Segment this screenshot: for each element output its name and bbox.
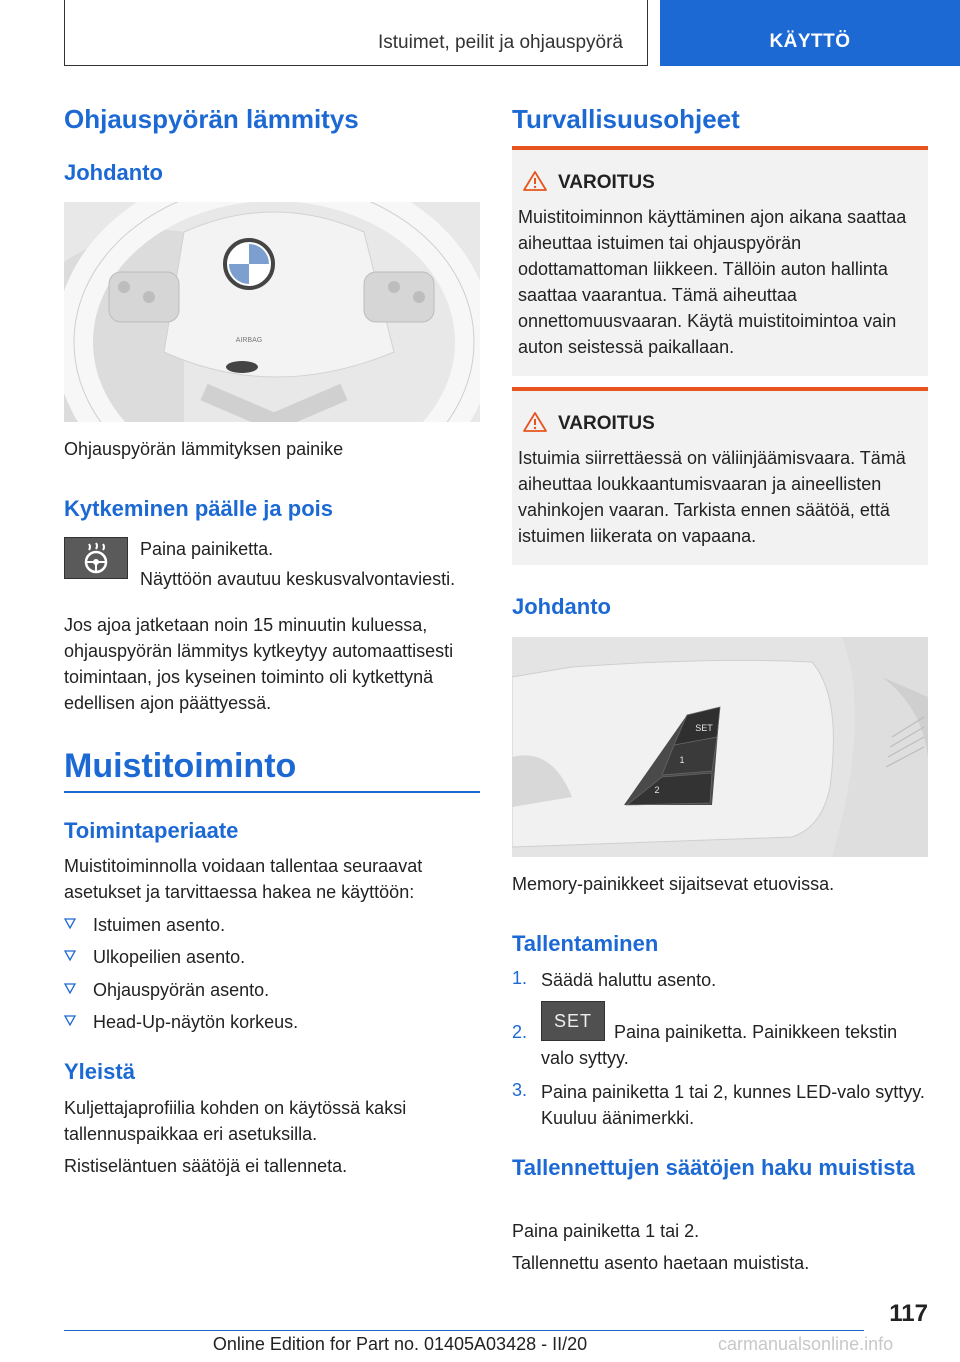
subheading-recall: Tallennettujen säätöjen haku muistista [512,1155,916,1180]
list-item-text: Head-Up-näytön korkeus. [93,1012,299,1032]
paragraph-lumbar: Ristiseläntuen säätöjä ei tallenneta. [64,1156,348,1176]
memory-buttons-image [512,637,928,857]
step-number: 3. [512,1080,528,1100]
paragraph-press-recall: Paina painiketta 1 tai 2. [512,1221,700,1241]
steering-heating-button[interactable] [64,537,128,579]
step-press-button: Paina painiketta. [140,539,274,559]
warning-triangle-icon [522,170,548,192]
footer-edition: Online Edition for Part no. 01405A03428 - II/20 [212,1334,588,1354]
steering-wheel-illustration [64,202,480,422]
steering-wheel-heating-icon [65,538,127,578]
step-text: Paina painiketta 1 tai 2, kunnes LED-valo syttyy. Kuuluu äänimerkki. [541,1082,925,1128]
step-display-message: Näyttöön avautuu keskusvalvontaviesti. [140,569,456,589]
section-heading-safety: Turvallisuusohjeet [512,104,740,134]
section-heading-steering-heating: Ohjauspyörän lämmitys [64,104,359,134]
paragraph-profiles: Kuljettajaprofiilia kohden on käytössä kaksi tallennuspaikkaa eri asetuksilla. [64,1098,407,1144]
warning-title: VAROITUS [558,172,655,193]
header-chapter-label: KÄYTTÖ [769,31,851,52]
triangle-bullet-icon [64,917,76,929]
warning-box [512,146,928,376]
step-text: Säädä haluttu asento. [541,970,717,990]
subheading-principle: Toimintaperiaate [64,818,239,843]
paragraph-auto-activation: Jos ajoa jatketaan noin 15 minuutin kuluessa, ohjauspyörän lämmitys kytkeytyy automaattisesti toimintaan, jos kyseinen toiminto oli kytkettynä edellisen ajon päättyessä. [64,615,454,713]
subheading-introduction-memory: Johdanto [512,594,611,619]
warning-text: Muistitoiminnon käyttäminen ajon aikana saattaa aiheuttaa istuimen tai ohjauspyörän odottamattoman liikkeen. Tällöin auton hallinta saattaa vaarantua. Tämä aiheuttaa onnettomuusvaaran. Käytä muistitoimintoa vain auton seistessä paikallaan. [518,207,907,357]
subheading-saving: Tallentaminen [512,931,659,956]
subheading-on-off: Kytkeminen päälle ja pois [64,496,333,521]
svg-text:AIRBAG: AIRBAG [235,337,263,344]
subheading-introduction: Johdanto [64,160,163,185]
list-item-text: Istuimen asento. [93,915,226,935]
header-section-title: Istuimet, peilit ja ohjauspyörä [377,32,623,53]
footer-rule [64,1330,864,1331]
warning-triangle-icon [522,411,548,433]
set-label: SET [695,723,713,733]
subheading-general: Yleistä [64,1059,135,1084]
page-number: 117 [889,1300,928,1327]
triangle-bullet-icon [64,949,76,961]
memory-2-label: 2 [654,785,660,795]
list-item-text: Ulkopeilien asento. [93,947,246,967]
triangle-bullet-icon [64,1014,76,1026]
memory-1-label: 1 [679,755,685,765]
warning-box [512,387,928,565]
paragraph-principle: Muistitoiminnolla voidaan tallentaa seuraavat asetukset ja tarvittaessa hakea ne käyttöön: [64,856,423,902]
steering-wheel-image [64,202,480,422]
header-chapter-tab[interactable] [660,0,960,66]
chapter-heading-memory: Muistitoiminto [64,747,297,785]
image-caption-memory-buttons: Memory-painikkeet sijaitsevat etuovissa. [512,874,835,894]
image-caption-steering-button: Ohjauspyörän lämmityksen painike [64,439,344,459]
warning-text: Istuimia siirrettäessä on väliinjäämisvaara. Tämä aiheuttaa loukkaantumisvaaran ja aineellisten vahinkojen vaaran. Tarkista ennen säätöä, että istuimen liikerata on vapaana. [518,448,906,546]
header-section-box [64,0,648,66]
set-button-label: SET [553,1011,592,1031]
heading-rule [64,791,480,793]
paragraph-recall-result: Tallennettu asento haetaan muistista. [512,1253,810,1273]
warning-bar [512,387,928,391]
step-number: 2. [512,1022,528,1042]
step-text: Paina painiketta. Painikkeen tekstin valo syttyy. [541,1022,898,1068]
triangle-bullet-icon [64,982,76,994]
step-number: 1. [512,968,528,988]
page-header [0,0,960,66]
list-item-text: Ohjauspyörän asento. [93,980,270,1000]
watermark: carmanualsonline.info [718,1334,894,1354]
warning-title: VAROITUS [558,413,655,434]
warning-bar [512,146,928,150]
door-panel-illustration [512,637,928,857]
